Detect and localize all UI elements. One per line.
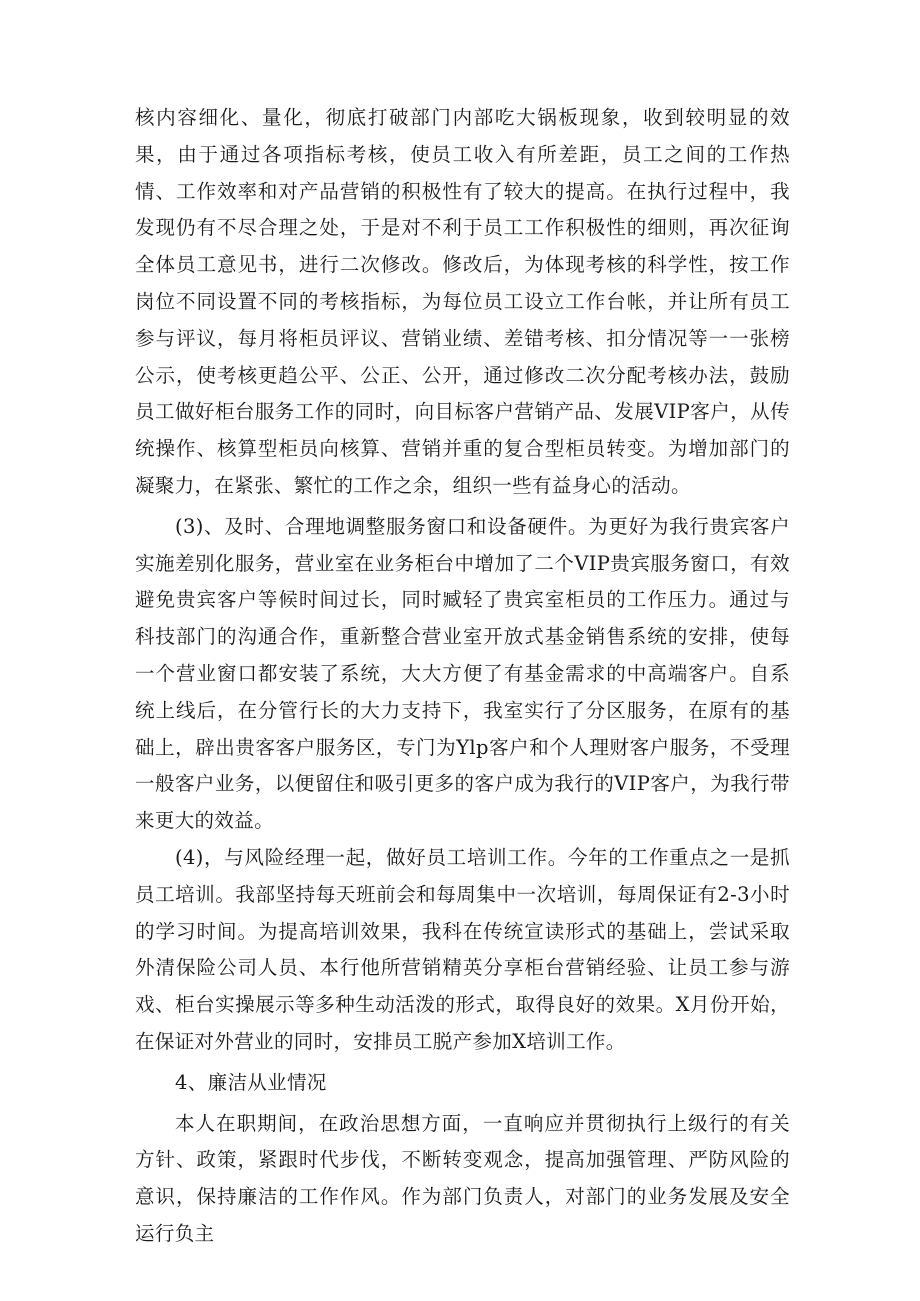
document-body [135,100,790,1253]
paragraph-service-window: (3)、及时、合理地调整服务窗口和设备硬件。为更好为我行贵宾客户实施差别化服务，营业室在业务柜台中增加了二个VIP贵宾服务窗口，有效避免贵宾客户等候时间过长，同时臧轻了贵宾室柜员的工作压力。通过与科技部门的沟通合作，重新整合营业室开放式基金销售系统的安排，使每一个营业窗口都安装了系统，大大方便了有基金需求的中高端客户。自系统上线后，在分管行长的大力支持下，我室实行了分区服务，在原有的基础上，辟出贵客客户服务区，专门为Ylp客户和个人理财客户服务，不受理一般客户业务，以便留住和吸引更多的客户成为我行的VIP客户，为我行带来更大的效益。 [135,514,790,833]
section-heading-integrity: 4、廉洁从业情况 [175,1070,327,1094]
paragraph-continuation: 核内容细化、量化，彻底打破部门内部吃大锅板现象，收到较明显的效果，由于通过各项指标考核，使员工收入有所差距，员工之间的工作热情、工作效率和对产品营销的积极性有了较大的提高。在执行过程中，我发现仍有不尽合理之处，于是对不利于员工工作积极性的细则，再次征询全体员工意见书，进行二次修改。修改后，为体现考核的科学性，按工作岗位不同设置不同的考核指标，为每位员工设立工作台帐，并让所有员工参与评议，每月将柜员评议、营销业绩、差错考核、扣分情况等一一张榜公示，使考核更趋公平、公正、公开，通过修改二次分配考核办法，鼓励员工做好柜台服务工作的同时，向目标客户营销产品、发展VIP客户，从传统操作、核算型柜员向核算、营销并重的复合型柜员转变。为增加部门的凝聚力，在紧张、繁忙的工作之余，组织一些有益身心的活动。 [135,106,790,497]
paragraph-staff-training: (4)，与风险经理一起，做好员工培训工作。今年的工作重点之一是抓员工培训。我部坚持每天班前会和每周集中一次培训，每周保证有2-3小时的学习时间。为提高培训效果，我科在传统宣读形式的基础上，尝试采取外清保险公司人员、本行他所营销精英分享柜台营销经验、让员工参与游戏、柜台实操展示等多种生动活泼的形式，取得良好的效果。X月份开始，在保证对外营业的同时，安排员工脱产参加X培训工作。 [135,845,790,1053]
paragraph-integrity: 本人在职期间，在政治思想方面，一直响应并贯彻执行上级行的有关方针、政策，紧跟时代步伐，不断转变观念，提高加强管理、严防风险的意识，保持廉洁的工作作风。作为部门负责人，对部门的业务发展及安全运行负主 [135,1111,790,1245]
